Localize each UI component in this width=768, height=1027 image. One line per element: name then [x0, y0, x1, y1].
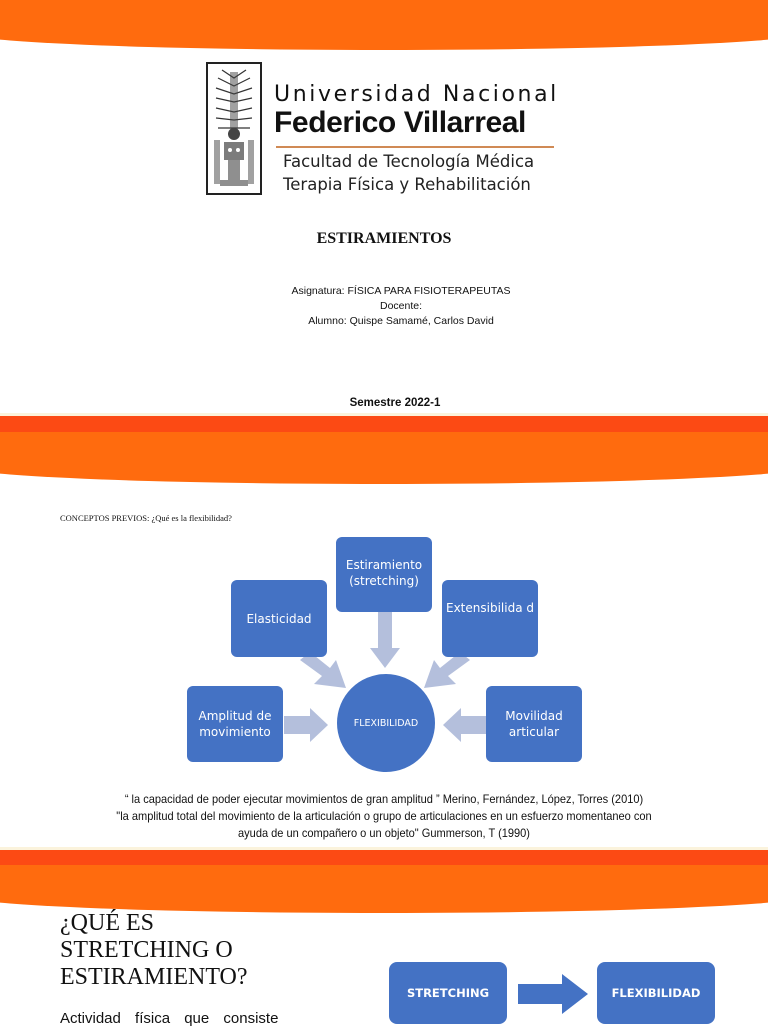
title-line: ¿QUÉ ES [60, 910, 154, 936]
quote-line: “ la capacidad de poder ejecutar movimientos de gran amplitud ” Merino, Fernández, López, Torres (2010) [124, 792, 644, 806]
arrow-left-icon [443, 708, 487, 742]
university-name-line1: Universidad Nacional [274, 82, 559, 107]
arrow-diagonal-right-icon [300, 652, 346, 688]
node-estiramiento: Estiramiento (stretching) [336, 537, 432, 612]
node-movilidad-articular: Movilidad articular [486, 686, 582, 762]
title-line: STRETCHING O [60, 937, 233, 963]
slide-title [60, 910, 248, 991]
slide-header-band [0, 432, 768, 484]
node-amplitud-de-movimiento: Amplitud de movimiento [187, 686, 283, 762]
subject-line: Asignatura: FÍSICA PARA FISIOTERAPEUTAS [291, 285, 511, 297]
node-elasticidad: Elasticidad [231, 580, 327, 657]
school-name: Terapia Física y Rehabilitación [283, 175, 531, 194]
semester-label: Semestre 2022-1 [349, 397, 441, 409]
presentation-title: ESTIRAMIENTOS [316, 230, 452, 247]
slide-header-band [0, 0, 768, 50]
faculty-name: Facultad de Tecnología Médica [283, 152, 535, 171]
arrow-right-icon [518, 974, 588, 1014]
flow-box-flexibilidad: FLEXIBILIDAD [597, 962, 715, 1024]
university-name-line2: Federico Villarreal [274, 106, 526, 139]
arrow-right-icon [284, 708, 328, 742]
university-emblem-icon [206, 62, 262, 195]
section-label: CONCEPTOS PREVIOS: ¿Qué es la flexibilidad? [60, 513, 232, 523]
course-info [0, 284, 768, 329]
quote-line: ayuda de un compañero o un objeto" Gummerson, T (1990) [238, 826, 530, 840]
flow-box-stretching: STRETCHING [389, 962, 507, 1024]
logo-divider [276, 146, 554, 148]
slide-1 [0, 0, 768, 414]
node-flexibilidad-center: FLEXIBILIDAD [337, 674, 435, 772]
arrow-down-icon [370, 612, 400, 668]
slide-separator-stripe [0, 416, 768, 432]
student-line: Alumno: Quispe Samamé, Carlos David [308, 315, 494, 327]
quote-line: "la amplitud total del movimiento de la articulación o grupo de articulaciones en un esfuerzo momentaneo con [116, 809, 652, 823]
slide-header-band [0, 865, 768, 913]
node-extensibilidad: Extensibilida d [442, 580, 538, 657]
title-line: ESTIRAMIENTO? [60, 964, 248, 990]
slide-separator-stripe [0, 850, 768, 865]
slide-body-text: Actividad física que consiste [60, 1010, 279, 1027]
definition-quotes [31, 791, 738, 842]
teacher-line: Docente: [379, 300, 423, 312]
arrow-diagonal-left-icon [424, 652, 470, 688]
